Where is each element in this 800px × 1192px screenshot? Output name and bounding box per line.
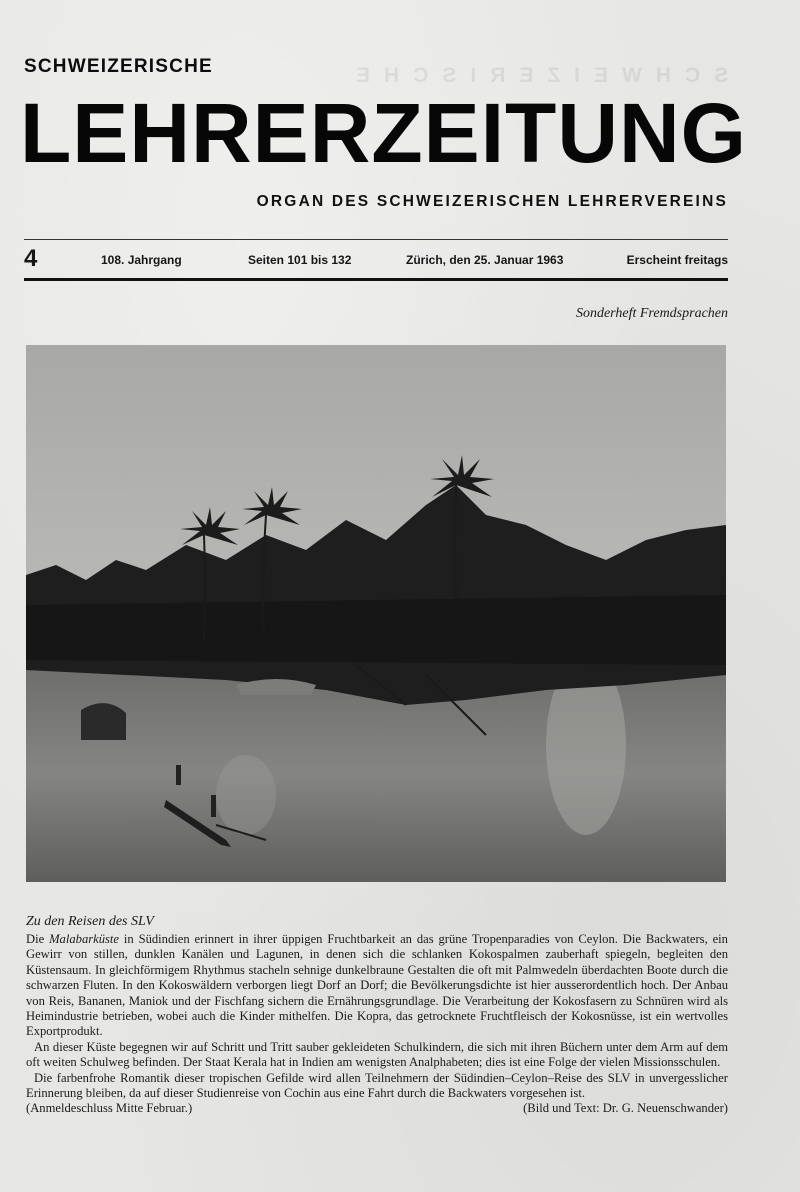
masthead-title: LEHRERZEITUNG (20, 86, 747, 180)
photo-text-credit: (Bild und Text: Dr. G. Neuenschwander) (523, 1101, 728, 1116)
article-paragraph (26, 932, 728, 1040)
header-rule-thin (24, 239, 728, 240)
paragraph-text: in Südindien erinnert in ihrer üppigen Fruchtbarkeit an das grüne Tropenparadies von Ceylon. Die Backwaters, ein Gewirr von stillen, dunklen Kanälen und Lagunen, in denen sich die schlanken Kokospalmen zauberhaft spiegeln, begleiten den Küstensaum. In gleichförmigem Rhythmus stacheln sehnige dunkelbraune Gestalten die oft mit Palmwedeln überdachten Boote durch die schwarzen Fluten. In den Kokoswäldern verborgen liegt Dorf an Dorf; die Bevölkerungsdichte ist hier ausserordentlich hoch. Der Anbau von Reis, Bananen, Maniok und der Fischfang sichern die Ernährungsgrundlage. Die Verarbeitung der Kokosfasern zu Schnüren wird als Heimindustrie betrieben, wobei auch die Kinder mithelfen. Die Kopra, das getrocknete Fruchtfleisch der Kokosnüsse, ist ein wertvolles Exportprodukt. (26, 932, 728, 1039)
volume-label: 108. Jahrgang (101, 253, 182, 267)
article-body (26, 932, 728, 1117)
article-paragraph (26, 1040, 728, 1071)
paragraph-text: Die (26, 932, 50, 946)
emphasis-place-name: Malabarküste (49, 932, 120, 946)
paragraph-text: Die farbenfrohe Romantik dieser tropischen Gefilde wird allen Teilnehmern der Südindien–Ceylon–Reise des SLV in unvergesslicher Erinnerung bleiben, da auf dieser Studienreise von Cochin aus eine Fahrt durch die Backwaters vorgesehen ist. (26, 1070, 728, 1101)
closing-line (26, 1101, 728, 1116)
article-paragraph (26, 1071, 728, 1102)
masthead-subtitle: ORGAN DES SCHWEIZERISCHEN LEHRERVEREINS (256, 193, 728, 210)
frequency-label: Erscheint freitags (626, 253, 728, 267)
registration-deadline: (Anmeldeschluss Mitte Februar.) (26, 1101, 193, 1116)
issue-info-bar (24, 245, 728, 275)
article-title: Zu den Reisen des SLV (26, 914, 154, 929)
special-issue-label: Sonderheft Fremdsprachen (575, 306, 728, 321)
pages-label: Seiten 101 bis 132 (248, 253, 352, 267)
header-rule-thick (24, 278, 728, 281)
cover-photo-backwaters (26, 345, 726, 882)
bleed-through-text: SCHWEIZERISCHE (341, 64, 728, 87)
paragraph-text: An dieser Küste begegnen wir auf Schritt und Tritt sauber gekleideten Schulkindern, die sich mit ihren Büchern unter dem Arm auf dem oft weiten Schulweg befinden. Der Staat Kerala hat in Indien am wenigsten Analphabeten; dies ist eine Folge der vielen Missionsschulen. (26, 1039, 728, 1070)
place-date-label: Zürich, den 25. Januar 1963 (406, 253, 564, 267)
issue-number: 4 (24, 245, 38, 272)
masthead-kicker: SCHWEIZERISCHE (24, 56, 213, 77)
